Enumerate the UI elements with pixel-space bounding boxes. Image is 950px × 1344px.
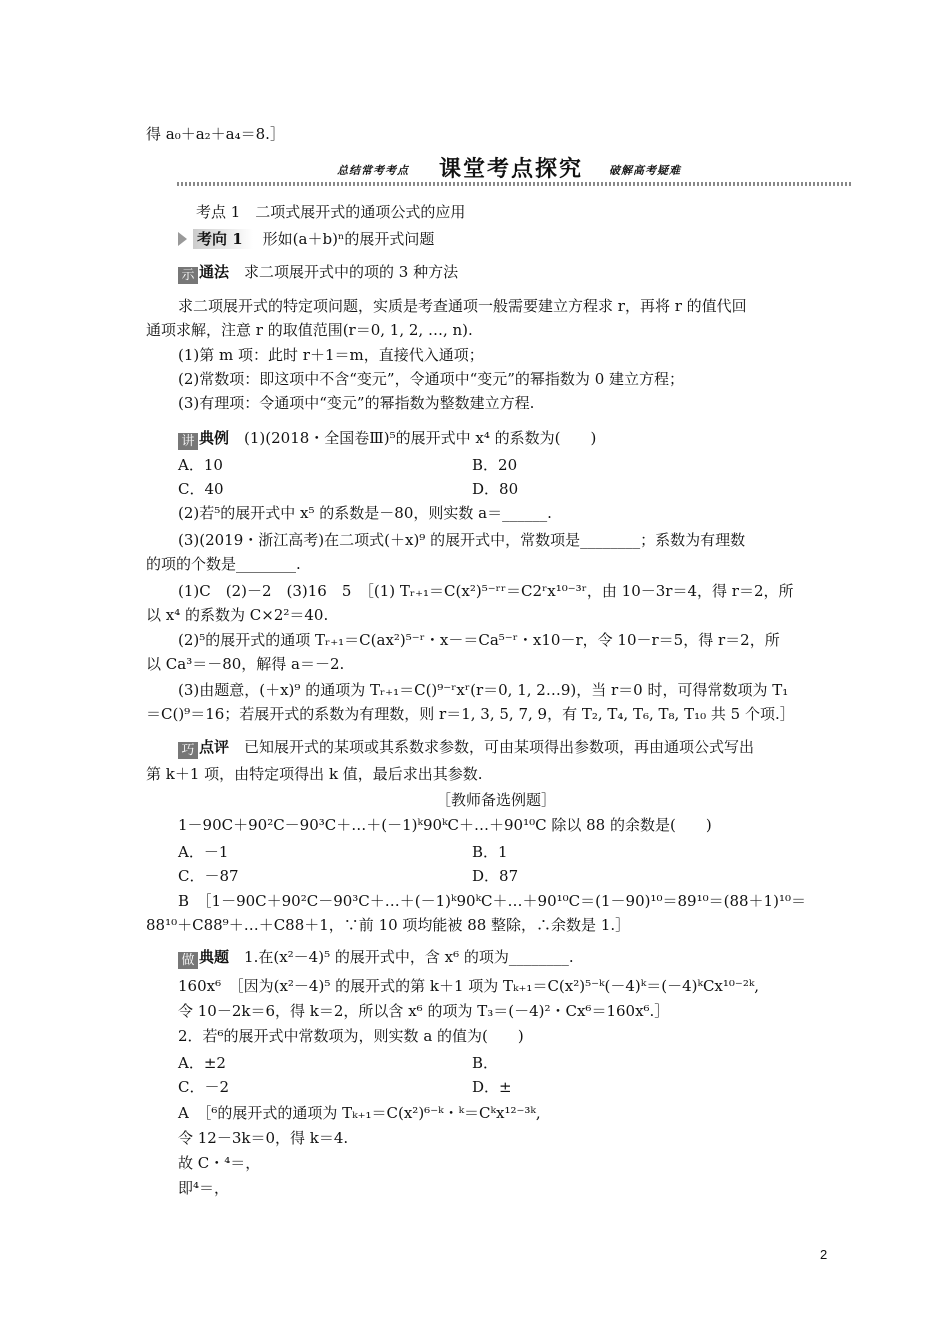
kaoxiang-text: 形如(a＋b)ⁿ的展开式问题: [262, 230, 435, 248]
tongfa-heading: [178, 262, 458, 284]
option: C．－2: [178, 1078, 230, 1096]
option: A．－1: [178, 843, 229, 861]
question-line: 2．若⁶的展开式中常数项为，则实数 a 的值为( ): [178, 1027, 524, 1045]
answer-line: 以 Ca³＝－80，解得 a＝－2.: [146, 655, 345, 673]
answer-line: (1)C (2)－2 (3)16 5 ［(1) Tᵣ₊₁＝C(x²)⁵⁻ʳʳ＝C2ʳx¹⁰⁻³ʳ，由 10－3r＝4，得 r＝2，所: [178, 582, 794, 600]
section-banner: [177, 148, 852, 188]
tongfa-word: 通法: [199, 263, 230, 281]
option: A．±2: [178, 1054, 226, 1072]
body-line: (2)常数项：即这项中不含“变元”，令通项中“变元”的幂指数为 0 建立方程；: [178, 370, 685, 388]
dianping-tag: 巧: [178, 742, 198, 759]
dianping-heading: [178, 737, 754, 759]
banner-left: 总结常考考点: [337, 164, 409, 177]
banner-right: 破解高考疑难: [609, 164, 681, 177]
answer-line: (2)⁵的展开式的通项 Tᵣ₊₁＝C(ax²)⁵⁻ʳ・x－＝Ca⁵⁻ʳ・x10－r，令 10－r＝5，得 r＝2，所: [178, 631, 780, 649]
option: B．1: [472, 843, 508, 861]
kaoxiang-label: 考向 1: [193, 229, 253, 249]
tongfa-tag: 示: [178, 267, 198, 284]
dianli-text: (1)(2018・全国卷Ⅲ)⁵的展开式中 x⁴ 的系数为( ): [244, 429, 597, 447]
banner-title: 课堂考点探究: [439, 156, 584, 182]
answer-line: 即⁴＝，: [178, 1179, 230, 1197]
option: A．10: [178, 456, 223, 474]
dianping-text: 已知展开式的某项或其系数求参数，可由某项得出参数项，再由通项公式写出: [244, 738, 755, 756]
teacher-title: ［教师备选例题］: [436, 791, 557, 809]
answer-line: A ［⁶的展开式的通项为 Tₖ₊₁＝C(x²)⁶⁻ᵏ・ᵏ＝Cᵏx¹²⁻³ᵏ,: [178, 1104, 541, 1122]
dianti-word: 典题: [199, 948, 230, 966]
teacher-question: 1－90C＋90²C－90³C＋…＋(－1)ᵏ90ᵏC＋…＋90¹⁰C 除以 88 的余数是( ): [178, 816, 712, 834]
dianti-heading: [178, 947, 574, 969]
question-line: (2)若⁵的展开式中 x⁵ 的系数是－80，则实数 a＝______.: [178, 504, 552, 522]
dianli-word: 典例: [199, 429, 230, 447]
triangle-icon: [178, 232, 187, 246]
answer-line: ＝C()⁹＝16；若展开式的系数为有理数，则 r＝1, 3, 5, 7, 9，有 T₂, T₄, T₆, T₈, T₁₀ 共 5 个项.］: [146, 705, 795, 723]
option: C．－87: [178, 867, 239, 885]
body-line: 求二项展开式的特定项问题，实质是考查通项一般需要建立方程求 r，再将 r 的值代回: [178, 297, 747, 315]
dianli-tag: 讲: [178, 433, 198, 450]
dianli-heading: [178, 428, 596, 450]
answer-line: (3)由题意，(＋x)⁹ 的通项为 Tᵣ₊₁＝C()⁹⁻ʳxʳ(r＝0, 1, 2…9)，当 r＝0 时，可得常数项为 T₁: [178, 681, 789, 699]
tongfa-text: 求二项展开式中的项的 3 种方法: [244, 263, 459, 281]
dianping-word: 点评: [199, 738, 230, 756]
kaoxiang-heading: [178, 229, 434, 249]
option: D．±: [472, 1078, 512, 1096]
answer-line: 令 12－3k＝0，得 k＝4.: [178, 1129, 349, 1147]
answer-line: 160x⁶ ［因为(x²－4)⁵ 的展开式的第 k＋1 项为 Tₖ₊₁＝C(x²)⁵⁻ᵏ(－4)ᵏ＝(－4)ᵏCx¹⁰⁻²ᵏ,: [178, 977, 760, 995]
answer-line: B ［1－90C＋90²C－90³C＋…＋(－1)ᵏ90ᵏC＋…＋90¹⁰C＝(1－90)¹⁰＝89¹⁰＝(88＋1)¹⁰＝: [178, 892, 806, 910]
body-line: 通项求解，注意 r 的取值范围(r＝0, 1, 2, …, n).: [146, 321, 473, 339]
body-line: (3)有理项：令通项中“变元”的幂指数为整数建立方程.: [178, 394, 535, 412]
banner-rule: [177, 182, 852, 186]
dianping-line: 第 k＋1 项，由特定项得出 k 值，最后求出其参数.: [146, 765, 483, 783]
answer-line: 以 x⁴ 的系数为 C×2²＝40.: [146, 606, 329, 624]
answer-line: 令 10－2k＝6，得 k＝2，所以含 x⁶ 的项为 T₃＝(－4)²・Cx⁶＝160x⁶.］: [178, 1002, 670, 1020]
answer-line: 88¹⁰＋C88⁹＋…＋C88＋1，∵前 10 项均能被 88 整除，∴余数是 1.］: [146, 916, 631, 934]
option: D．80: [472, 480, 519, 498]
kaodian-heading: 考点 1 二项式展开式的通项公式的应用: [196, 203, 466, 221]
dianti-tag: 做: [178, 952, 198, 969]
option: B．: [472, 1054, 499, 1072]
option: D．87: [472, 867, 519, 885]
top-line: 得 a₀＋a₂＋a₄＝8.］: [146, 125, 285, 143]
option: B．20: [472, 456, 518, 474]
answer-line: 故 C・⁴＝，: [178, 1154, 261, 1172]
body-line: (1)第 m 项：此时 r＋1＝m，直接代入通项；: [178, 346, 484, 364]
question-line: (3)(2019・浙江高考)在二项式(＋x)⁹ 的展开式中，常数项是________；系数为有理数: [178, 531, 746, 549]
option: C．40: [178, 480, 224, 498]
page-number: 2: [820, 1247, 828, 1262]
dianti-text: 1.在(x²－4)⁵ 的展开式中，含 x⁶ 的项为________.: [244, 948, 574, 966]
question-line: 的项的个数是________.: [146, 555, 301, 573]
